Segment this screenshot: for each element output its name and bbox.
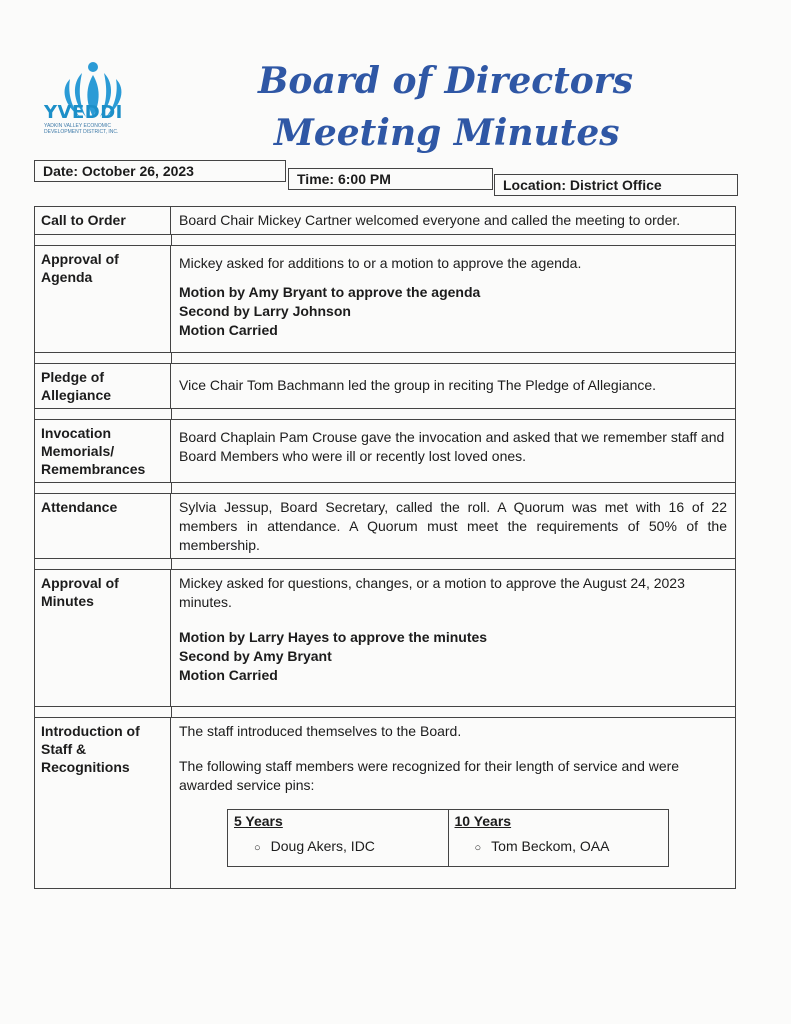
section-body [171,718,735,888]
logo-subtext: YADKIN VALLEY ECONOMIC DEVELOPMENT DISTRICT, INC. [44,123,119,135]
section-approval-of-agenda [35,246,735,353]
row-divider [35,707,735,718]
section-attendance [35,494,735,559]
logo-name: YVEDDI [44,102,123,123]
section-approval-of-minutes [35,570,735,707]
section-introduction-of-staff [35,718,735,889]
section-body [171,570,735,706]
motion-line: Motion by Larry Hayes to approve the minutes [179,629,488,645]
section-text: Mickey asked for questions, changes, or a motion to approve the August 24, 2023 minutes. [179,575,685,610]
section-text-2: The following staff members were recognized for their length of service and were awarded service pins: [179,758,680,793]
section-text: Mickey asked for additions to or a motion to approve the agenda. [179,255,582,271]
section-label [35,420,171,482]
pins-item: ○ Doug Akers, IDC [234,837,442,858]
page-title-line1: Board of Directors [258,60,634,102]
section-label-text: Introduction of Staff & Recognitions [41,723,140,775]
section-invocation [35,420,735,483]
section-body [171,246,735,352]
result-line: Motion Carried [179,667,278,683]
row-divider [35,353,735,364]
pins-item: ○ Tom Beckom, OAA [455,837,663,858]
result-line: Motion Carried [179,322,278,338]
section-text: The staff introduced themselves to the Board. [179,723,462,739]
section-text: Sylvia Jessup, Board Secretary, called the roll. A Quorum was met with 16 of 22 members in attendance. A Quorum must meet the requirements of 50% of the membership. [179,499,727,553]
section-label-text: Pledge of Allegiance [41,369,112,403]
row-divider [35,409,735,420]
section-label [35,364,171,408]
pins-10-years [448,810,669,866]
pins-heading: 10 Years [454,813,512,829]
service-pins-table [227,809,669,867]
motion-line: Motion by Amy Bryant to approve the agenda [179,284,481,300]
second-line: Second by Amy Bryant [179,648,332,664]
meeting-info-bar [34,160,738,196]
meeting-date: Date: October 26, 2023 [34,160,286,182]
page-title-line2: Meeting Minutes [274,112,620,154]
section-label [35,718,171,888]
meeting-location: Location: District Office [494,174,738,196]
section-call-to-order [35,207,735,235]
minutes-table [34,206,736,889]
section-label-text: Approval of Agenda [41,251,119,285]
row-divider [35,483,735,494]
meeting-time: Time: 6:00 PM [288,168,493,190]
section-text: Vice Chair Tom Bachmann led the group in reciting The Pledge of Allegiance. [179,377,657,393]
row-divider [35,559,735,570]
section-label [35,246,171,352]
section-label: Attendance [35,494,171,558]
row-divider [35,235,735,246]
section-label-text: Approval of Minutes [41,575,119,609]
section-pledge-of-allegiance [35,364,735,409]
pins-5-years [228,810,448,866]
pins-heading: 5 Years [234,813,283,829]
section-text: Board Chair Mickey Cartner welcomed everyone and called the meeting to order. [179,212,681,228]
section-text: Board Chaplain Pam Crouse gave the invocation and asked that we remember staff and Board Members who were ill or recently lost loved ones. [179,429,725,464]
section-label: Call to Order [35,207,171,234]
section-label-text: Invocation Memorials/ Remembrances [41,425,146,477]
second-line: Second by Larry Johnson [179,303,351,319]
section-label [35,570,171,706]
